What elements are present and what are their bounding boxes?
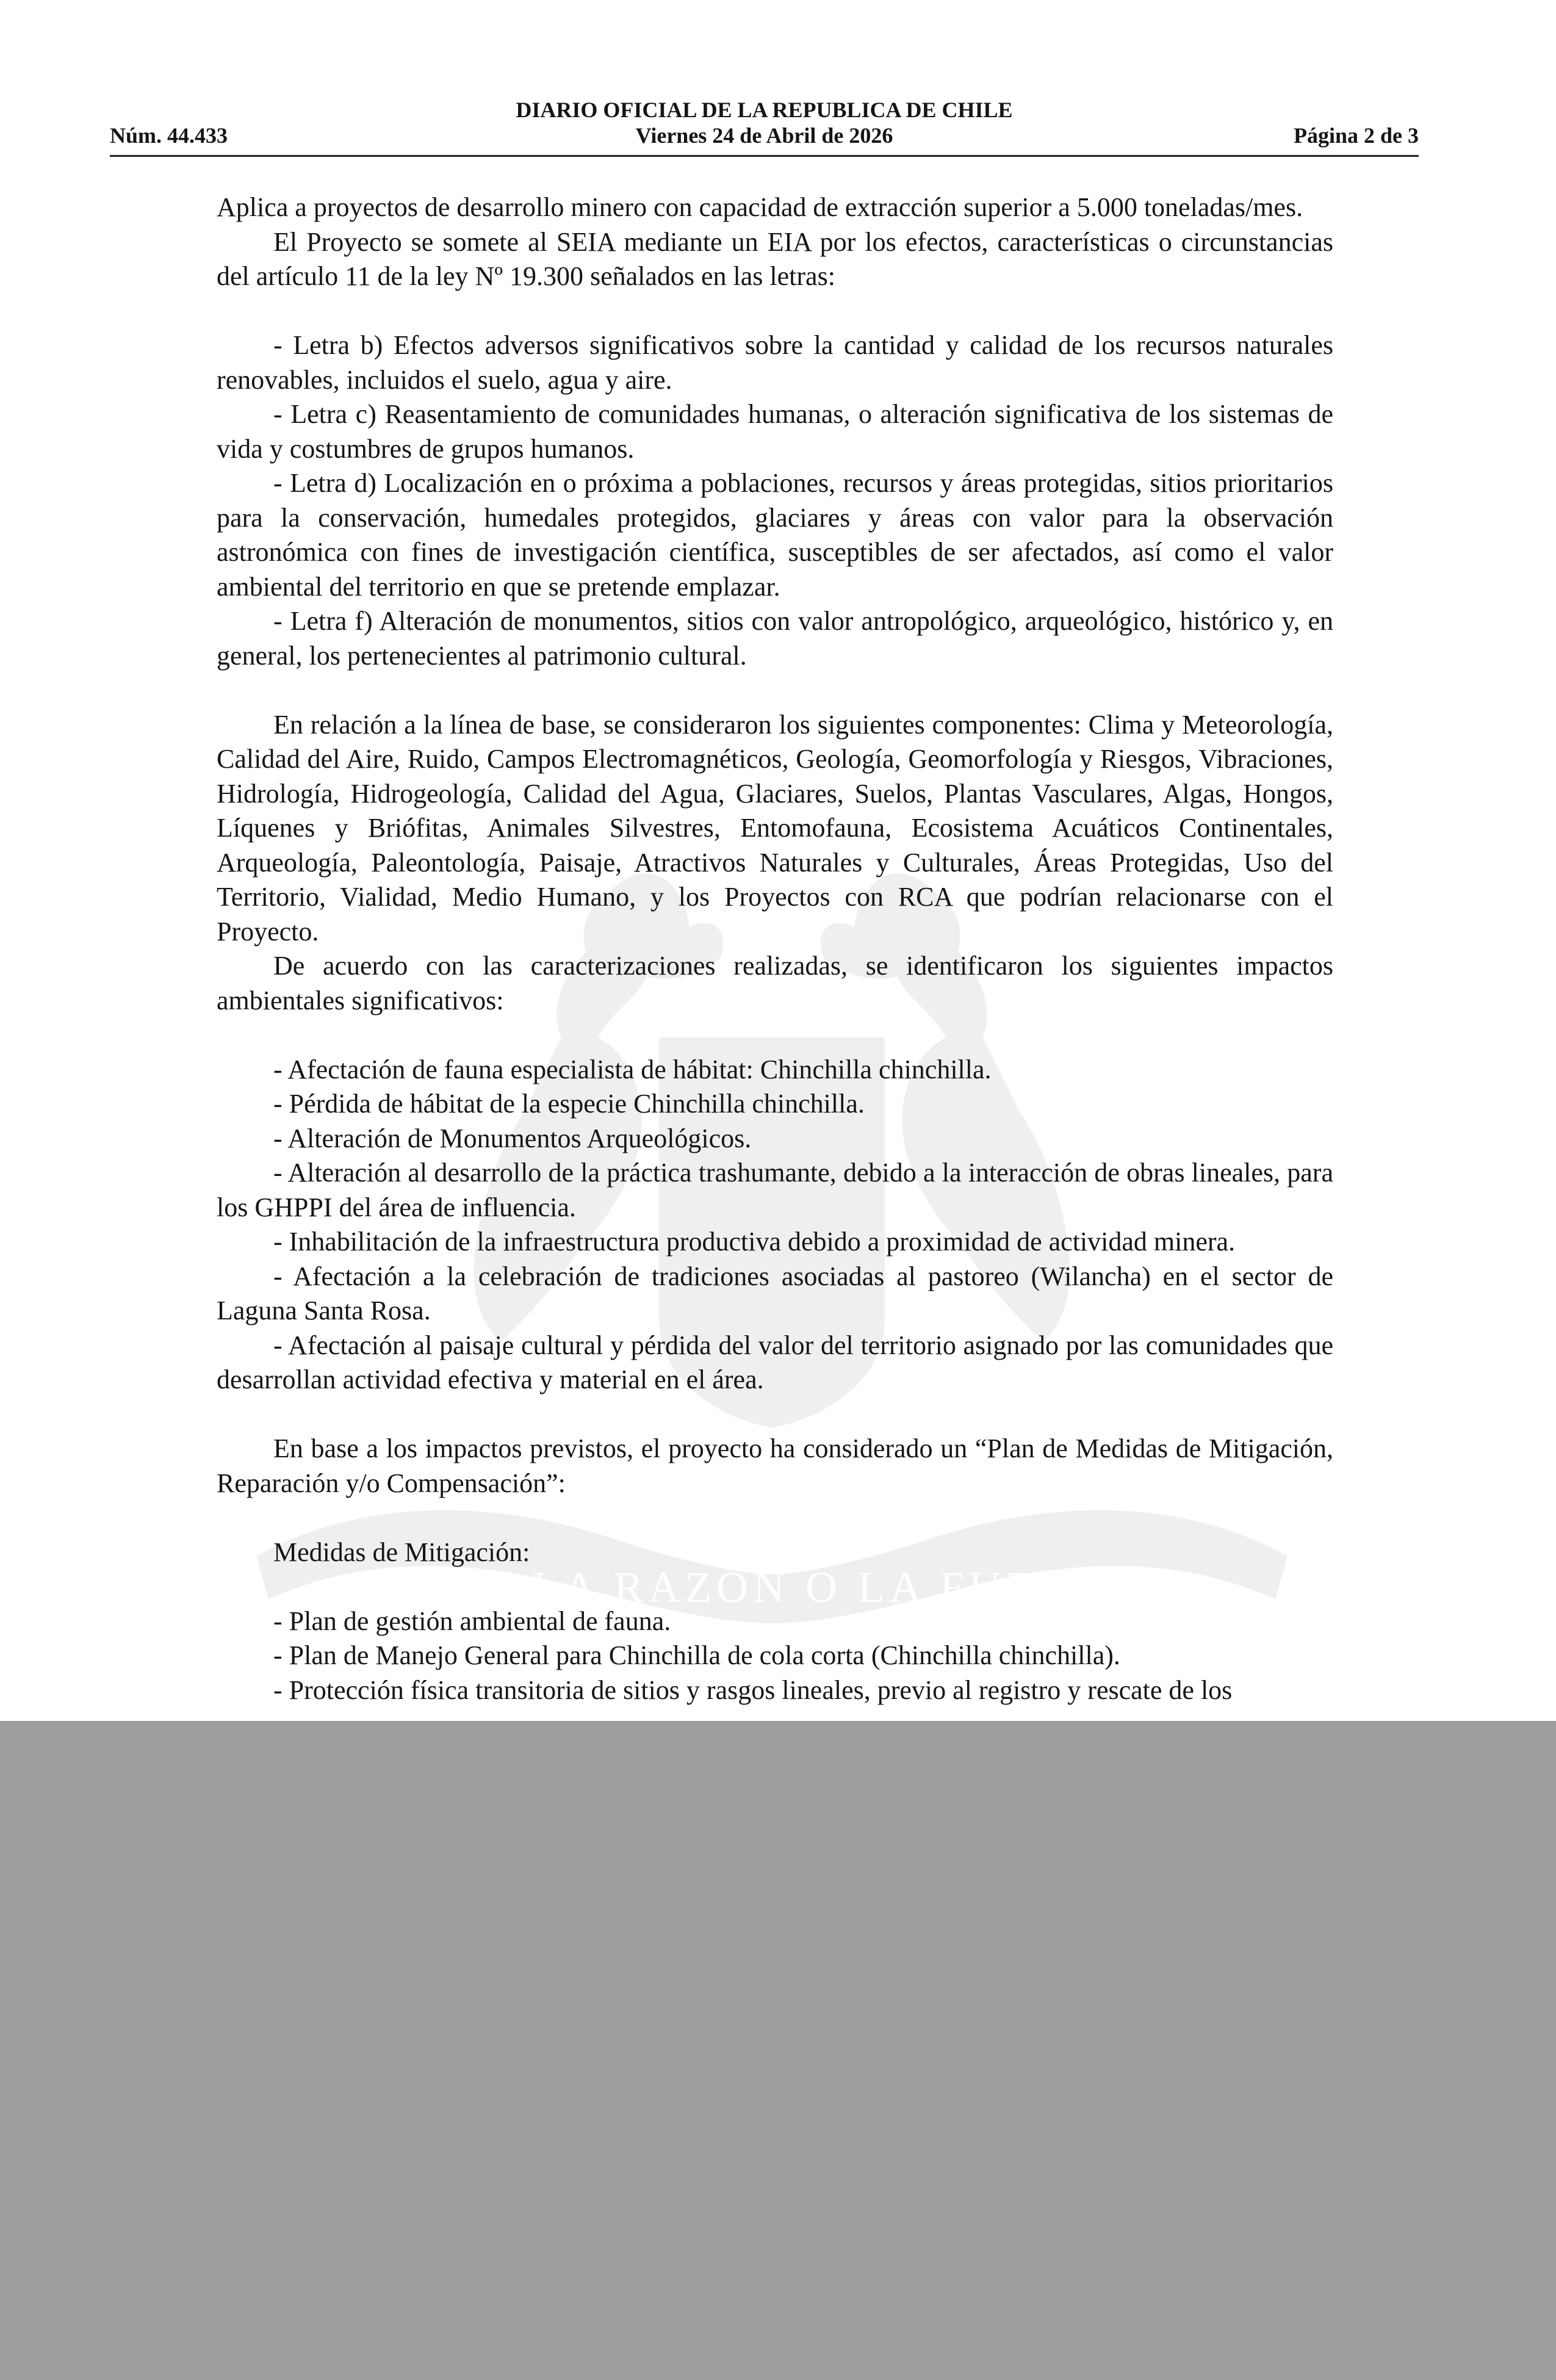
spacer	[217, 1501, 1333, 1535]
page-indicator: Página 2 de 3	[1293, 123, 1419, 148]
impact-item: - Afectación de fauna especialista de hábitat: Chinchilla chinchilla.	[273, 1054, 992, 1084]
paragraph-seia: El Proyecto se somete al SEIA mediante un EIA por los efectos, características o circunstancias del artículo 11 de la ley Nº 19.300 señalados en las letras:	[217, 226, 1333, 291]
mitigation-heading: Medidas de Mitigación:	[273, 1537, 530, 1567]
impact-item: - Afectación a la celebración de tradiciones asociadas al pastoreo (Wilancha) en el sector de Laguna Santa Rosa.	[217, 1261, 1333, 1325]
measure-item: - Plan de Manejo General para Chinchilla de cola corta (Chinchilla chinchilla).	[273, 1640, 1120, 1670]
measure-item: - Protección física transitoria de sitios y rasgos lineales, previo al registro y rescate de los	[273, 1675, 1233, 1705]
impact-item: - Pérdida de hábitat de la especie Chinchilla chinchilla.	[273, 1089, 865, 1119]
unrendered-area	[0, 1721, 1556, 2380]
spacer	[217, 673, 1333, 708]
paragraph-plan: En base a los impactos previstos, el proyecto ha considerado un “Plan de Medidas de Mitigación, Reparación y/o Compensación”:	[217, 1433, 1333, 1498]
spacer	[217, 1570, 1333, 1604]
impact-item: - Alteración al desarrollo de la práctica trashumante, debido a la interacción de obras lineales, para los GHPPI del área de influencia.	[217, 1158, 1333, 1222]
publication-date: Viernes 24 de Abril de 2026	[635, 123, 893, 148]
document-body	[217, 190, 1333, 1707]
paragraph-impacts-intro: De acuerdo con las caracterizaciones realizadas, se identificaron los siguientes impactos ambientales significativos:	[217, 951, 1333, 1015]
impact-item: - Afectación al paisaje cultural y pérdida del valor del territorio asignado por las comunidades que desarrollan actividad efectiva y material en el área.	[217, 1330, 1333, 1394]
letter-item-d: - Letra d) Localización en o próxima a poblaciones, recursos y áreas protegidas, sitios prioritarios para la conservación, humedales protegidos, glaciares y áreas con valor para la observación astronómica con fines de investigación científica, susceptibles de ser afectados, así como el valor ambiental del territorio en que se pretende emplazar.	[217, 468, 1333, 602]
paragraph-baseline: En relación a la línea de base, se consideraron los siguientes componentes: Clima y Meteorología, Calidad del Aire, Ruido, Campos Electromagnéticos, Geología, Geomorfología y Riesgos, Vibraciones, Hidrología, Hidrogeología, Calidad del Agua, Glaciares, Suelos, Plantas Vasculares, Algas, Hongos, Líquenes y Briófitas, Animales Silvestres, Entomofauna, Ecosistema Acuáticos Continentales, Arqueología, Paleontología, Paisaje, Atractivos Naturales y Culturales, Áreas Protegidas, Uso del Territorio, Vialidad, Medio Humano, y los Proyectos con RCA que podrían relacionarse con el Proyecto.	[217, 709, 1333, 947]
letter-item-c: - Letra c) Reasentamiento de comunidades humanas, o alteración significativa de los sistemas de vida y costumbres de grupos humanos.	[217, 399, 1333, 464]
issue-number: Núm. 44.433	[110, 123, 228, 148]
measure-item: - Plan de gestión ambiental de fauna.	[273, 1606, 671, 1636]
spacer	[217, 294, 1333, 329]
gazette-title: DIARIO OFICIAL DE LA REPUBLICA DE CHILE	[516, 98, 1013, 122]
header-divider	[110, 155, 1419, 157]
document-header	[110, 96, 1419, 157]
spacer	[217, 1018, 1333, 1053]
paragraph-scope: Aplica a proyectos de desarrollo minero con capacidad de extracción superior a 5.000 toneladas/mes.	[217, 192, 1303, 222]
spacer	[217, 1397, 1333, 1432]
impact-item: - Inhabilitación de la infraestructura productiva debido a proximidad de actividad minera.	[273, 1227, 1236, 1257]
letter-item-b: - Letra b) Efectos adversos significativos sobre la cantidad y calidad de los recursos naturales renovables, incluidos el suelo, agua y aire.	[217, 330, 1333, 395]
impact-item: - Alteración de Monumentos Arqueológicos.	[273, 1123, 752, 1153]
watermark-motto: POR LA RAZÓN O LA FUERZA	[416, 1563, 1140, 1612]
letter-item-f: - Letra f) Alteración de monumentos, sitios con valor antropológico, arqueológico, histórico y, en general, los pertenecientes al patrimonio cultural.	[217, 606, 1333, 671]
